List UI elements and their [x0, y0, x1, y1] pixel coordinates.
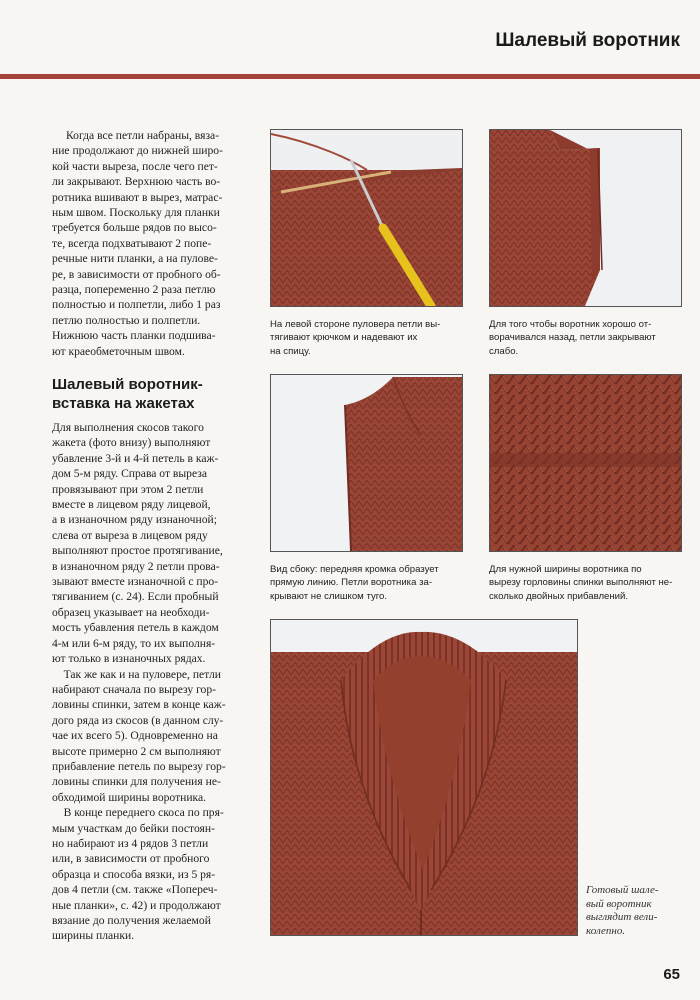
- caption-line: прямую линию. Петли воротника за-: [270, 577, 433, 589]
- caption-line: на спицу.: [270, 345, 311, 357]
- text-line: прибавление петель по вырезу гор-: [52, 759, 226, 773]
- text-line: петлю полностью и полпетли.: [52, 313, 201, 327]
- text-line: ротника вшивают в вырез, матрас-: [52, 190, 223, 204]
- text-line: ным швом. Поскольку для планки: [52, 206, 220, 220]
- page-number: 65: [663, 966, 680, 983]
- text-line: Нижнюю часть планки подшива-: [52, 329, 216, 343]
- caption-line: вырезу горловины спинки выполняют не-: [489, 577, 673, 589]
- caption-photo-3: [270, 563, 439, 603]
- caption-line: Для того чтобы воротник хорошо от-: [489, 319, 652, 330]
- text-line: вместе в лицевом ряду лицевой,: [52, 498, 211, 512]
- caption-line: ворачивался назад, петли закрывают: [489, 332, 656, 344]
- section-heading-line: вставка на жакетах: [52, 395, 195, 412]
- caption-line: Вид сбоку: передняя кромка образует: [270, 564, 439, 575]
- caption-line: Готовый шале-: [586, 884, 659, 896]
- text-line: мым участкам до бейки постоян-: [52, 821, 215, 835]
- text-line: Так же как и на пуловере, петли: [52, 667, 221, 681]
- text-line: а в изнаночном ряду изнаночной;: [52, 513, 217, 527]
- caption-line: На левой стороне пуловера петли вы-: [270, 319, 441, 330]
- text-line: кой части выреза, после чего пет-: [52, 159, 218, 173]
- text-line: ре, в зависимости от пробного об-: [52, 267, 221, 281]
- caption-photo-5: [586, 884, 659, 938]
- section-paragraph: [52, 420, 241, 944]
- text-line: полностью и полпетли, либо 1 раз: [52, 298, 221, 312]
- photo-collar-back: [489, 129, 682, 307]
- text-line: ние продолжают до нижней широ-: [52, 144, 223, 158]
- text-line: требуется больше рядов по высо-: [52, 221, 217, 235]
- caption-photo-2: [489, 318, 656, 358]
- text-line: ловины спинки, затем в конце каж-: [52, 698, 226, 712]
- text-line: 4-м или 6-м ряду, то их выполня-: [52, 636, 216, 650]
- text-line: жакета (фото внизу) выполняют: [52, 436, 211, 450]
- caption-line: крывают не слишком туго.: [270, 590, 388, 602]
- caption-line: колепно.: [586, 924, 626, 937]
- text-line: разца, попеременно 2 раза петлю: [52, 283, 216, 297]
- text-line: мость убавления петель в каждом: [52, 621, 219, 635]
- text-line: Когда все петли набраны, вяза-: [66, 129, 220, 142]
- text-line: дого ряда из скосов (в данном слу-: [52, 713, 224, 727]
- text-line: ширины планки.: [52, 929, 135, 943]
- text-line: высоте примерно 2 см выполняют: [52, 744, 221, 758]
- caption-line: слабо.: [489, 345, 519, 357]
- text-line: ют краеобметочным швом.: [52, 344, 185, 358]
- section-heading: [52, 375, 203, 413]
- text-line: выполняют простое протягивание,: [52, 544, 223, 558]
- text-line: ловины спинки для получения не-: [52, 775, 221, 789]
- caption-line: сколько двойных прибавлений.: [489, 590, 629, 602]
- text-line: вязание до получения желаемой: [52, 914, 211, 927]
- text-line: ные планки», с. 42) и продолжают: [52, 898, 221, 912]
- text-line: ют только в изнаночных рядах.: [52, 652, 206, 666]
- text-line: Для выполнения скосов такого: [52, 421, 204, 434]
- page-header-title: Шалевый воротник: [495, 30, 680, 51]
- caption-line: вый воротник: [586, 897, 652, 910]
- intro-paragraph: [52, 128, 241, 359]
- caption-line: Для нужной ширины воротника по: [489, 564, 642, 575]
- photo-side-view: [270, 374, 463, 552]
- text-line: те, всегда подхватывают 2 попе-: [52, 236, 212, 250]
- text-line: дом 5-м ряду. Справа от выреза: [52, 467, 207, 481]
- caption-line: выглядит вели-: [586, 911, 658, 924]
- text-line: слева от выреза в лицевом ряду: [52, 528, 208, 542]
- text-line: в изнаночном ряду 2 петли прова-: [52, 559, 220, 573]
- text-line: чае их всего 5). Одновременно на: [52, 729, 218, 743]
- text-line: тягиванием (с. 24). Если пробный: [52, 590, 219, 604]
- text-line: образец указывает на необходи-: [52, 605, 210, 619]
- section-heading-line: Шалевый воротник-: [52, 376, 203, 393]
- header-divider: [0, 74, 700, 79]
- text-line: набирают сначала по вырезу гор-: [52, 682, 217, 696]
- text-line: убавление 3-й и 4-й петель в каж-: [52, 451, 219, 465]
- text-line: зывают вместе изнаночной с про-: [52, 575, 219, 589]
- text-line: В конце переднего скоса по пря-: [52, 806, 224, 820]
- photo-crochet-hook: [270, 129, 463, 307]
- caption-photo-4: [489, 563, 672, 603]
- caption-line: тягивают крючком и надевают их: [270, 332, 418, 344]
- photo-knit-closeup: [489, 374, 682, 552]
- text-line: но набирают из 4 рядов 3 петли: [52, 836, 209, 850]
- text-line: речные нити планки, а на пулове-: [52, 252, 218, 266]
- text-line: дов 4 петли (см. также «Попереч-: [52, 883, 218, 897]
- photo-finished-collar: [270, 619, 578, 936]
- text-line: образца и способа вязки, из 5 ря-: [52, 867, 216, 881]
- text-line: ли закрывают. Верхнюю часть во-: [52, 175, 221, 189]
- text-line: провязывают при этом 2 петли: [52, 482, 204, 496]
- text-line: обходимой ширины воротника.: [52, 790, 207, 804]
- caption-photo-1: [270, 318, 440, 358]
- text-line: или, в зависимости от пробного: [52, 852, 210, 866]
